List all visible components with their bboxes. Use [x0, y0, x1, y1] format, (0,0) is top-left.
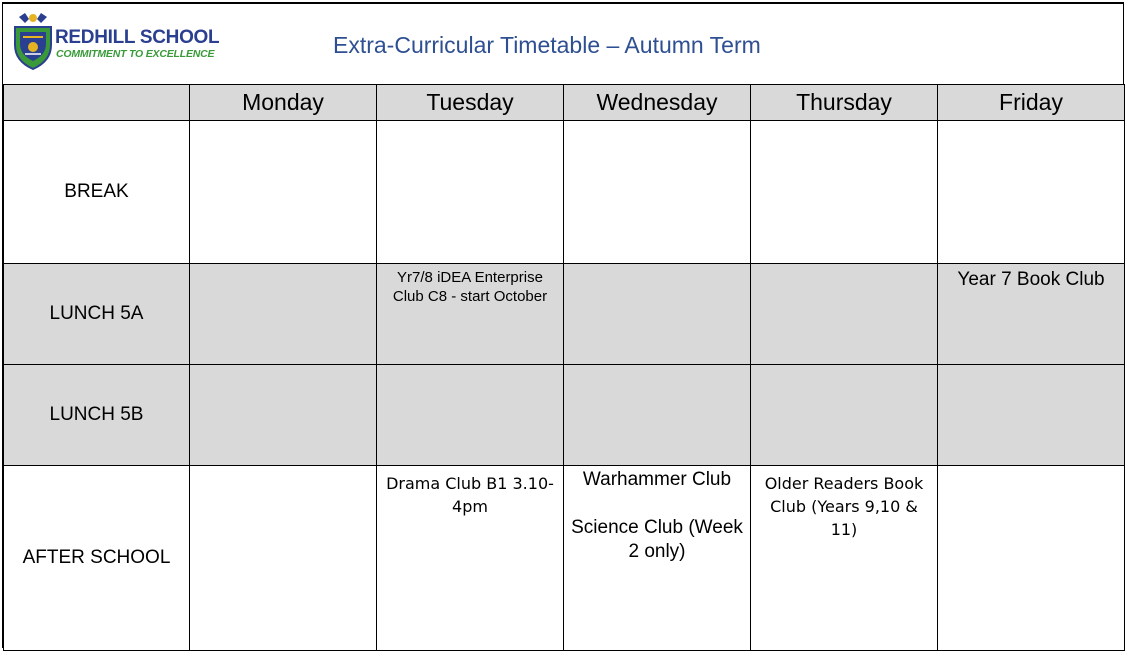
cell-lunch5b-tuesday: [377, 365, 564, 466]
school-motto: COMMITMENT TO EXCELLENCE: [56, 48, 215, 60]
day-header-row: [4, 85, 1125, 121]
activity-idea-enterprise-club: Yr7/8 iDEA Enterprise Club C8 - start October: [392, 269, 548, 305]
cell-lunch5b-thursday: [751, 365, 938, 466]
cell-lunch5b-friday: [938, 365, 1125, 466]
document-header: [3, 4, 1123, 85]
day-header-wednesday: Wednesday: [564, 85, 751, 121]
cell-after-thursday: [751, 466, 938, 651]
school-logo: [11, 11, 220, 73]
timetable-row-after-school: [4, 466, 1125, 651]
timetable-row-break: [4, 121, 1125, 264]
activity-drama-club: Drama Club B1 3.10-4pm: [386, 474, 554, 516]
timetable-row-lunch-5b: [4, 365, 1125, 466]
cell-lunch5a-thursday: [751, 264, 938, 365]
timetable-row-lunch-5a: [4, 264, 1125, 365]
cell-lunch5b-monday: [190, 365, 377, 466]
cell-lunch5a-friday: [938, 264, 1125, 365]
row-label-after-school: AFTER SCHOOL: [4, 466, 190, 651]
cell-break-wednesday: [564, 121, 751, 264]
row-label-break: BREAK: [4, 121, 190, 264]
cell-after-tuesday: [377, 466, 564, 651]
day-header-tuesday: Tuesday: [377, 85, 564, 121]
activity-science-club: Science Club (Week 2 only): [571, 517, 743, 562]
line-gap: [564, 492, 750, 516]
cell-after-friday: [938, 466, 1125, 651]
activity-warhammer-club: Warhammer Club: [582, 469, 732, 490]
day-header-monday: Monday: [190, 85, 377, 121]
page-title: Extra-Curricular Timetable – Autumn Term: [333, 32, 761, 58]
cell-after-wednesday: [564, 466, 751, 651]
cell-break-friday: [938, 121, 1125, 264]
cell-lunch5a-tuesday: [377, 264, 564, 365]
corner-cell: [4, 85, 190, 121]
cell-lunch5a-monday: [190, 264, 377, 365]
cell-lunch5b-wednesday: [564, 365, 751, 466]
school-crest-icon: [11, 11, 55, 73]
cell-break-tuesday: [377, 121, 564, 264]
row-label-lunch-5a: LUNCH 5A: [4, 264, 190, 365]
school-name: REDHILL SCHOOL: [55, 27, 220, 48]
activity-older-readers-book-club: Older Readers Book Club (Years 9,10 & 11): [764, 474, 924, 539]
cell-break-monday: [190, 121, 377, 264]
cell-after-monday: [190, 466, 377, 651]
cell-break-thursday: [751, 121, 938, 264]
timetable-document: [2, 2, 1124, 648]
cell-lunch5a-wednesday: [564, 264, 751, 365]
day-header-friday: Friday: [938, 85, 1125, 121]
row-label-lunch-5b: LUNCH 5B: [4, 365, 190, 466]
activity-year7-book-club: Year 7 Book Club: [957, 269, 1105, 290]
day-header-thursday: Thursday: [751, 85, 938, 121]
timetable-grid: [3, 84, 1125, 651]
